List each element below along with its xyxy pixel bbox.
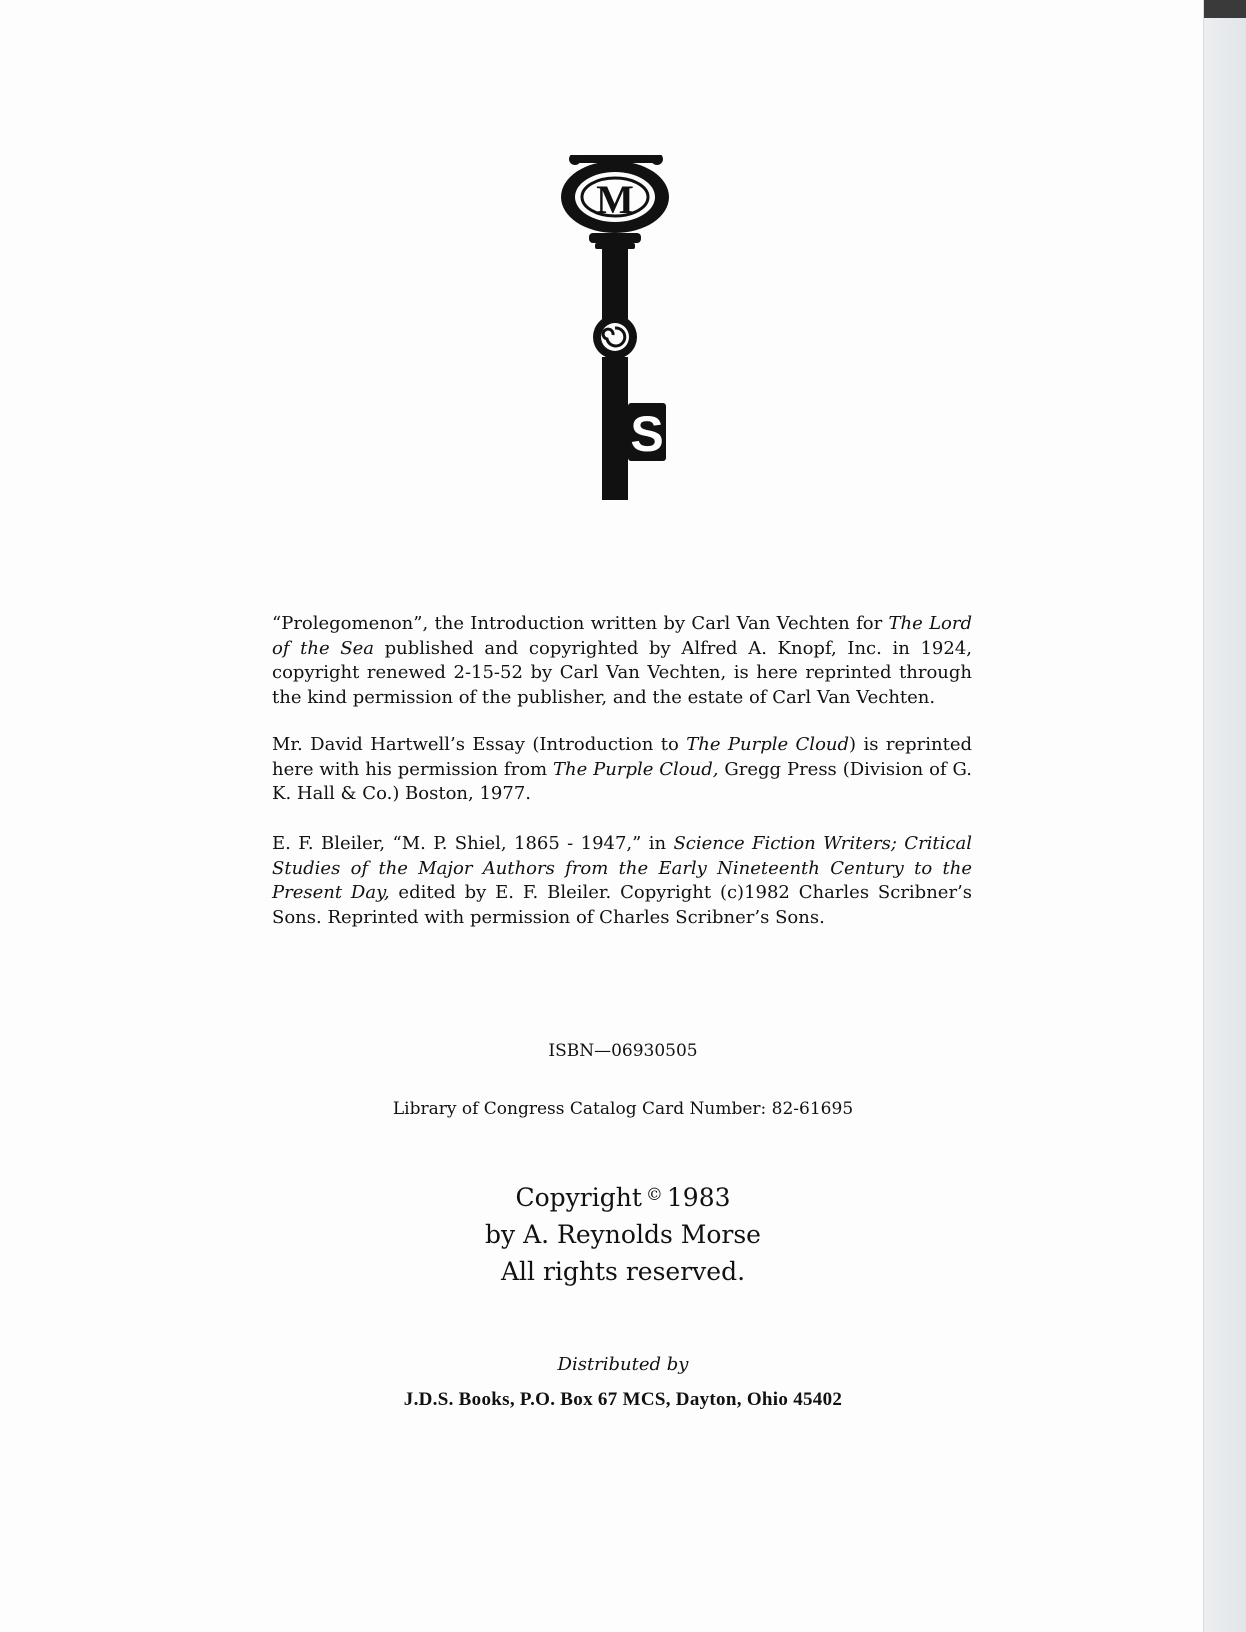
book-title: The Lord of the Sea (272, 613, 973, 659)
book-title: Science Fiction Writers; Critical Studies of the Major Authors from the Early Nineteenth Century to the Present Day, (272, 833, 972, 903)
distributed-by-label: Distributed by (557, 1354, 689, 1375)
copyright-holder: by A. Reynolds Morse (485, 1220, 761, 1249)
copyright-year: 1983 (666, 1183, 731, 1212)
rights-statement: All rights reserved. (500, 1257, 746, 1286)
isbn-number: ISBN—06930505 (548, 1041, 698, 1061)
credit-text: edited by E. F. Bleiler. Copyright (c)1982 Charles Scribner’s Sons. Reprinted with permission of Charles Scribner’s Sons. (272, 882, 973, 928)
credit-text: E. F. Bleiler, “M. P. Shiel, 1865 - 1947,” in (272, 833, 674, 854)
credit-text: Gregg Press (Division of G. K. Hall & Co.) Boston, 1977. (272, 758, 973, 804)
book-title: The Purple Cloud, (553, 758, 719, 780)
page-edge-shadow (1204, 0, 1246, 18)
key-monogram-logo (555, 155, 675, 500)
logo-letter-m: M (596, 177, 634, 222)
credit-paragraph-bleiler (272, 832, 972, 930)
distributor-address: J.D.S. Books, P.O. Box 67 MCS, Dayton, Ohio 45402 (403, 1389, 843, 1410)
copyright-notice (0, 1177, 1246, 1290)
copyright-word: Copyright (515, 1183, 642, 1212)
credit-paragraph-prolegomenon (272, 612, 972, 710)
credit-text: published and copyrighted by Alfred A. Knopf, Inc. in 1924, copyright renewed 2-15-52 by Carl Van Vechten, is here reprinted through the kind permission of the publisher, and the estate of Carl Van Vechten. (272, 637, 973, 708)
copyright-line (0, 1177, 1246, 1216)
library-of-congress-number: Library of Congress Catalog Card Number: 82-61695 (392, 1099, 854, 1119)
credit-text: “Prolegomenon”, the Introduction written by Carl Van Vechten for (272, 613, 889, 634)
credit-text: Mr. David Hartwell’s Essay (Introduction to (272, 734, 687, 755)
book-title: The Purple Cloud (686, 734, 850, 755)
copyright-symbol: © (645, 1185, 663, 1205)
credit-text: ) is reprinted here with his permission from (272, 734, 973, 780)
logo-letter-s: S (630, 406, 664, 462)
page-edge (1203, 0, 1246, 1632)
credit-paragraph-hartwell (272, 733, 972, 807)
